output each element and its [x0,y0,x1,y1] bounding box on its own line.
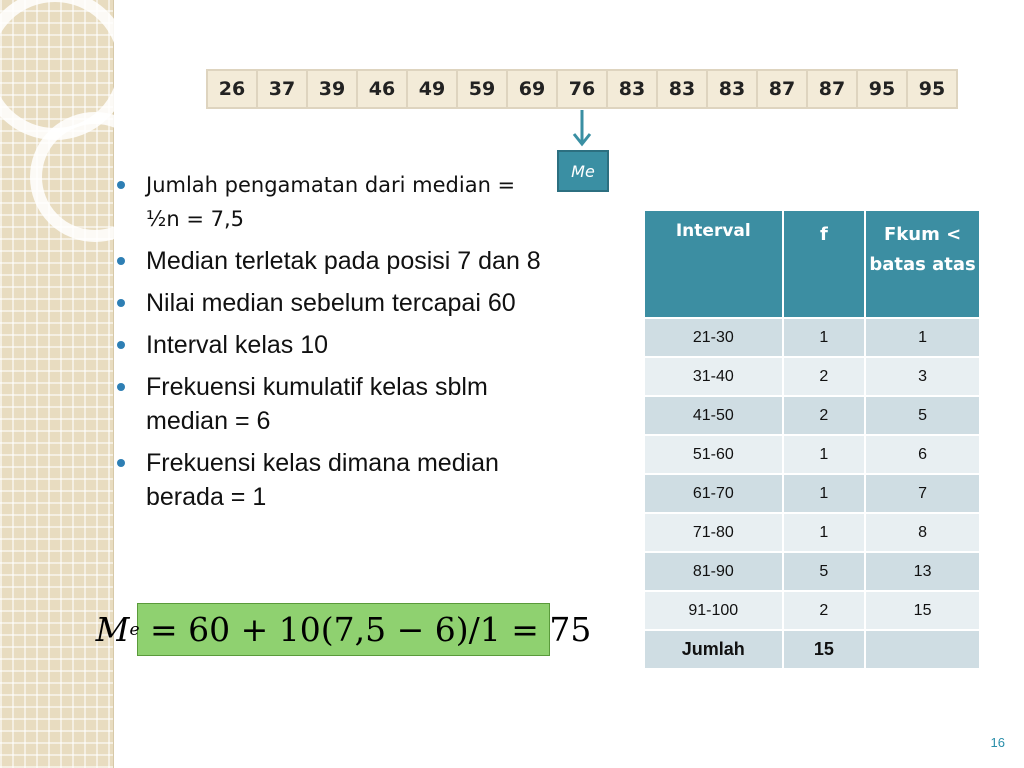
cell-frequency: 1 [783,435,866,474]
cell-cumulative: 6 [865,435,980,474]
header-cumulative: Fkum < batas atas [865,210,980,318]
data-value: 39 [308,71,356,107]
cell-cumulative: 5 [865,396,980,435]
cell-frequency: 5 [783,552,866,591]
data-value: 46 [358,71,406,107]
header-interval: Interval [644,210,783,318]
data-value: 83 [708,71,756,107]
data-value: 59 [458,71,506,107]
bullet-item [115,328,545,362]
bullet-text: Frekuensi kelas dimana median berada = 1 [146,449,499,511]
cell-interval: 51-60 [644,435,783,474]
cell-total-frequency: 15 [783,630,866,669]
bullet-item [115,168,545,236]
formula-lhs-subscript: e [129,619,140,640]
table-total-row [644,630,980,669]
table-row [644,513,980,552]
cell-frequency: 2 [783,591,866,630]
bullet-list [115,168,545,522]
bullet-item [115,446,545,514]
table-row [644,318,980,357]
bullet-text: Nilai median sebelum tercapai 60 [146,289,516,317]
cell-cumulative: 1 [865,318,980,357]
cell-interval: 81-90 [644,552,783,591]
data-value: 95 [858,71,906,107]
bullet-icon [117,341,125,349]
bullet-text: Jumlah pengamatan dari median = ½n = 7,5 [146,173,516,231]
data-value: 37 [258,71,306,107]
cell-frequency: 2 [783,357,866,396]
median-formula [95,603,592,656]
bullet-text: Median terletak pada posisi 7 dan 8 [146,247,541,275]
cell-frequency: 1 [783,513,866,552]
sorted-data-strip [206,69,958,109]
data-value-median: 76 [558,71,606,107]
data-value: 87 [758,71,806,107]
cell-interval: 91-100 [644,591,783,630]
data-value: 83 [658,71,706,107]
median-marker: Me [557,150,609,192]
bullet-icon [117,383,125,391]
data-value: 83 [608,71,656,107]
bullet-text: Interval kelas 10 [146,331,329,359]
cell-frequency: 1 [783,318,866,357]
formula-lhs: M [95,610,130,649]
cell-cumulative: 13 [865,552,980,591]
cell-cumulative: 7 [865,474,980,513]
data-value: 95 [908,71,956,107]
bullet-text: Frekuensi kumulatif kelas sblm median = 6 [146,373,488,435]
table-row [644,474,980,513]
bullet-icon [117,459,125,467]
page-number: 16 [990,735,1005,750]
arrow-down-icon [571,110,593,148]
data-value: 49 [408,71,456,107]
data-value: 26 [208,71,256,107]
bullet-icon [117,181,125,189]
cell-cumulative: 8 [865,513,980,552]
cell-cumulative: 15 [865,591,980,630]
cell-interval: 21-30 [644,318,783,357]
bullet-icon [117,299,125,307]
cell-interval: 61-70 [644,474,783,513]
data-value: 69 [508,71,556,107]
data-value: 87 [808,71,856,107]
header-frequency: f [783,210,866,318]
cell-interval: 31-40 [644,357,783,396]
cell-frequency: 1 [783,474,866,513]
bullet-icon [117,257,125,265]
cell-total-label: Jumlah [644,630,783,669]
cell-total-cumulative [865,630,980,669]
table-row [644,357,980,396]
bullet-item [115,370,545,438]
frequency-table [643,209,981,670]
table-row [644,396,980,435]
table-row [644,552,980,591]
table-row [644,435,980,474]
bullet-item [115,244,545,278]
bullet-item [115,286,545,320]
cell-cumulative: 3 [865,357,980,396]
cell-interval: 41-50 [644,396,783,435]
cell-frequency: 2 [783,396,866,435]
decorative-side-strip [0,0,114,768]
table-row [644,591,980,630]
formula-rhs: = 60 + 10(7,5 − 6)/1 = 75 [150,610,592,649]
cell-interval: 71-80 [644,513,783,552]
